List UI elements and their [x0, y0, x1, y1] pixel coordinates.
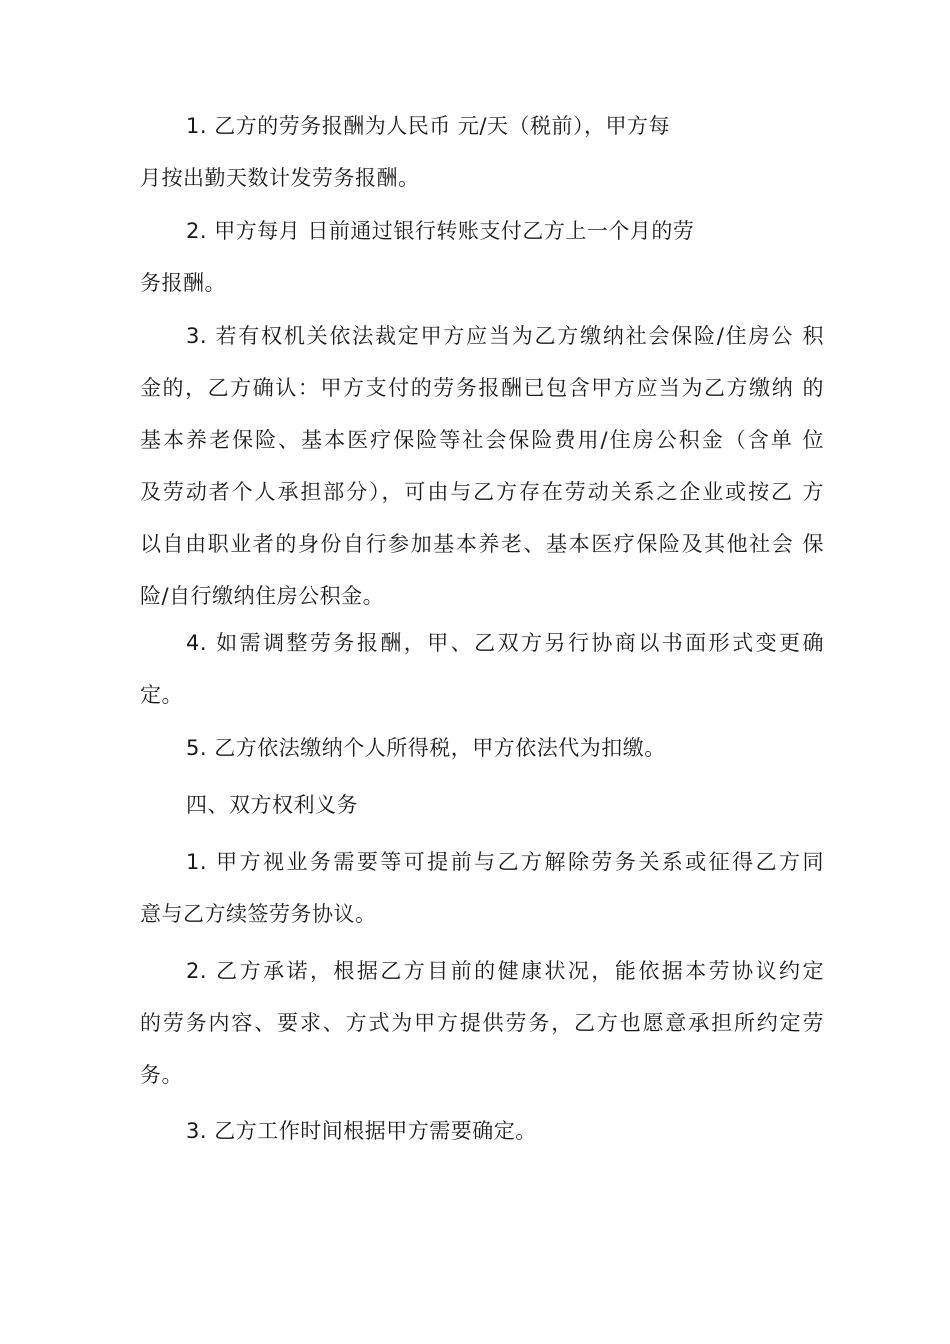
text-line: 以自由职业者的身份自行参加基本养老、基本医疗保险及其他社会 保 — [140, 532, 824, 556]
text-line: 险/自行缴纳住房公积金。 — [140, 584, 385, 608]
section-heading-rights-obligations — [140, 779, 824, 831]
text-line: 务。 — [140, 1063, 183, 1087]
text-line: 4. 如需调整劳务报酬，甲、乙双方另行协商以书面形式变更确 — [186, 631, 824, 655]
heading-text: 四、双方权利义务 — [186, 793, 358, 817]
text-line: 3. 乙方工作时间根据甲方需要确定。 — [186, 1119, 537, 1143]
text-line: 意与乙方续签劳务协议。 — [140, 902, 377, 926]
text-line: 金的，乙方确认：甲方支付的劳务报酬已包含甲方应当为乙方缴纳 的 — [140, 376, 824, 400]
text-line: 2. 乙方承诺，根据乙方目前的健康状况，能依据本劳协议约定 — [186, 959, 824, 983]
text-line: 2. 甲方每月 日前通过银行转账支付乙方上一个月的劳 — [186, 219, 695, 243]
text-line: 务报酬。 — [140, 271, 226, 295]
clause-payment-date — [140, 205, 824, 309]
text-line: 的劳务内容、要求、方式为甲方提供劳务，乙方也愿意承担所约定劳 — [140, 1011, 824, 1035]
text-line: 5. 乙方依法缴纳个人所得税，甲方依法代为扣缴。 — [186, 736, 666, 760]
clause-remuneration-adjustment — [140, 617, 824, 721]
text-line: 月按出勤天数计发劳务报酬。 — [140, 166, 420, 190]
clause-health-commitment — [140, 945, 824, 1101]
clause-remuneration-rate — [140, 100, 824, 204]
text-line: 1. 乙方的劳务报酬为人民币 元/天（税前），甲方每 — [186, 114, 670, 138]
clause-working-hours — [140, 1105, 824, 1157]
text-line: 基本养老保险、基本医疗保险等社会保险费用/住房公积金（含单 位 — [140, 428, 824, 452]
text-line: 1. 甲方视业务需要等可提前与乙方解除劳务关系或征得乙方同 — [186, 850, 824, 874]
clause-termination-renewal — [140, 836, 824, 940]
text-line: 定。 — [140, 683, 183, 707]
clause-income-tax — [140, 722, 824, 774]
text-line: 及劳动者个人承担部分），可由与乙方存在劳动关系之企业或按乙 方 — [140, 480, 824, 504]
text-line: 3. 若有权机关依法裁定甲方应当为乙方缴纳社会保险/住房公 积 — [186, 324, 824, 348]
clause-social-insurance — [140, 310, 824, 622]
